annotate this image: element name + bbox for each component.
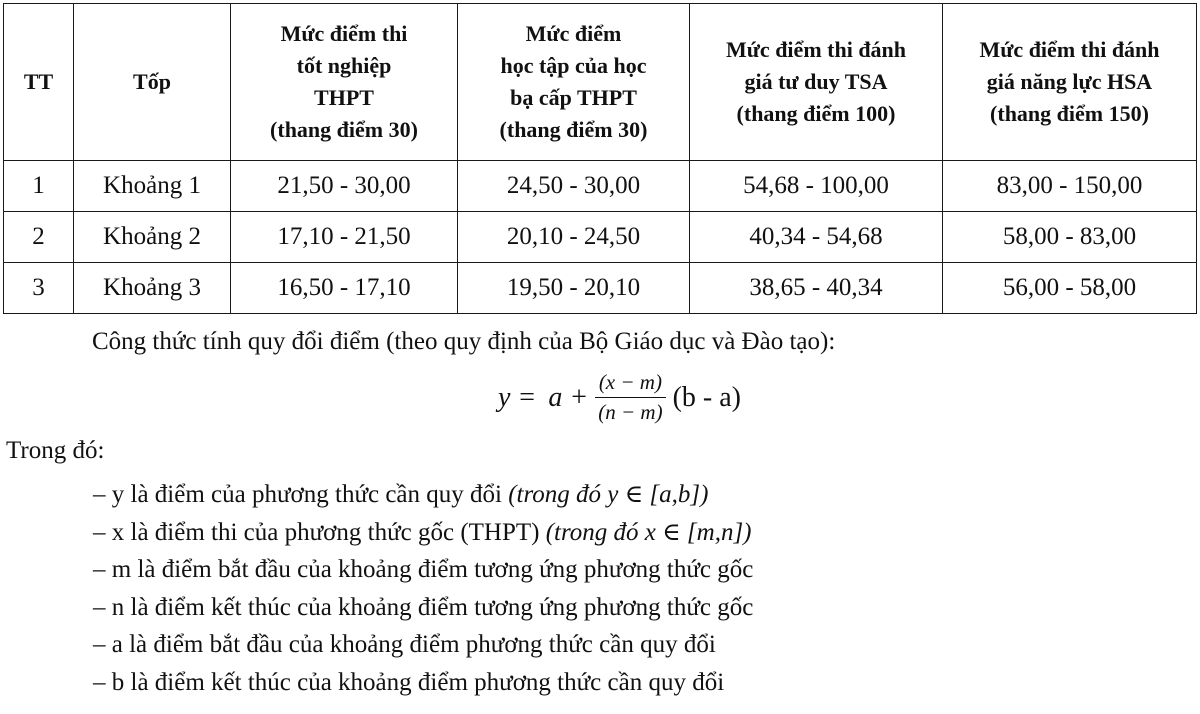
header-line: (thang điểm 30) [499,117,648,142]
score-conversion-table [3,3,1197,314]
cell-tsa: 38,65 - 40,34 [690,263,943,314]
header-line: Mức điểm thi đánh [979,37,1160,62]
column-header-tt [4,4,74,161]
cell-thpt: 17,10 - 21,50 [231,212,458,263]
header-line: Mức điểm [525,21,622,46]
header-line: TT [23,69,54,94]
header-line: (thang điểm 150) [990,101,1149,126]
cell-tsa: 54,68 - 100,00 [690,161,943,212]
formula-fraction [594,370,666,425]
header-line: giá năng lực HSA [986,69,1153,94]
header-line: bạ cấp THPT [510,85,637,110]
formula-denominator: (n − m) [598,400,663,424]
column-header-top [74,4,231,161]
list-item [93,626,753,664]
cell-hsa: 56,00 - 58,00 [943,263,1197,314]
definition-text: – a là điểm bắt đầu của khoảng điểm phương thức cần quy đổi [93,631,716,659]
definition-note: (trong đó x ∈ [m,n]) [545,518,752,546]
formula-lhs: y = [498,381,537,413]
column-header-thpt [231,4,458,161]
cell-hoc-ba: 19,50 - 20,10 [458,263,690,314]
table-row [4,161,1197,212]
header-line: Mức điểm thi đánh [725,37,907,62]
cell-thpt: 16,50 - 17,10 [231,263,458,314]
list-item [93,664,753,702]
cell-hsa: 83,00 - 150,00 [943,161,1197,212]
variable-definitions [93,476,753,702]
list-item [93,514,753,552]
column-header-hoc-ba [458,4,690,161]
cell-hoc-ba: 20,10 - 24,50 [458,212,690,263]
cell-thpt: 21,50 - 30,00 [231,161,458,212]
definition-text: – n là điểm kết thúc của khoảng điểm tương ứng phương thức gốc [93,593,754,621]
formula-numerator: (x − m) [595,370,666,398]
cell-tsa: 40,34 - 54,68 [690,212,943,263]
definition-text: – x là điểm thi của phương thức gốc (THPT) [93,518,546,546]
header-line: giá tư duy TSA [744,69,888,94]
cell-top: Khoảng 1 [74,161,231,212]
column-header-tsa [690,4,943,161]
header-line: Mức điểm thi [280,21,408,46]
definition-note: (trong đó y ∈ [a,b]) [508,481,709,508]
header-line: tốt nghiệp [296,53,392,78]
table-row [4,263,1197,314]
list-item [93,589,753,627]
cell-tt: 3 [4,263,74,314]
formula-caption: Công thức tính quy đổi điểm (theo quy định của Bộ Giáo dục và Đào tạo): [92,328,836,355]
definition-text: – m là điểm bắt đầu của khoảng điểm tương ứng phương thức gốc [93,556,754,584]
table-header-row [4,4,1197,161]
list-item [93,551,753,589]
header-line: Tốp [133,69,171,94]
conversion-formula [498,370,741,425]
column-header-hsa [943,4,1197,161]
formula-term: a + [548,381,589,413]
cell-top: Khoảng 3 [74,263,231,314]
cell-hsa: 58,00 - 83,00 [943,212,1197,263]
table-row [4,212,1197,263]
header-line: THPT [314,85,374,110]
cell-tt: 1 [4,161,74,212]
where-label: Trong đó: [6,437,105,464]
definition-text: – b là điểm kết thúc của khoảng điểm phương thức cần quy đổi [93,668,725,696]
cell-tt: 2 [4,212,74,263]
cell-top: Khoảng 2 [74,212,231,263]
definition-text: – y là điểm của phương thức cần quy đổi [93,481,509,508]
header-line: học tập của học [500,53,647,78]
cell-hoc-ba: 24,50 - 30,00 [458,161,690,212]
list-item [93,476,753,514]
header-line: (thang điểm 100) [736,101,896,126]
formula-factor: (b - a) [672,381,741,413]
header-line: (thang điểm 30) [270,117,418,142]
